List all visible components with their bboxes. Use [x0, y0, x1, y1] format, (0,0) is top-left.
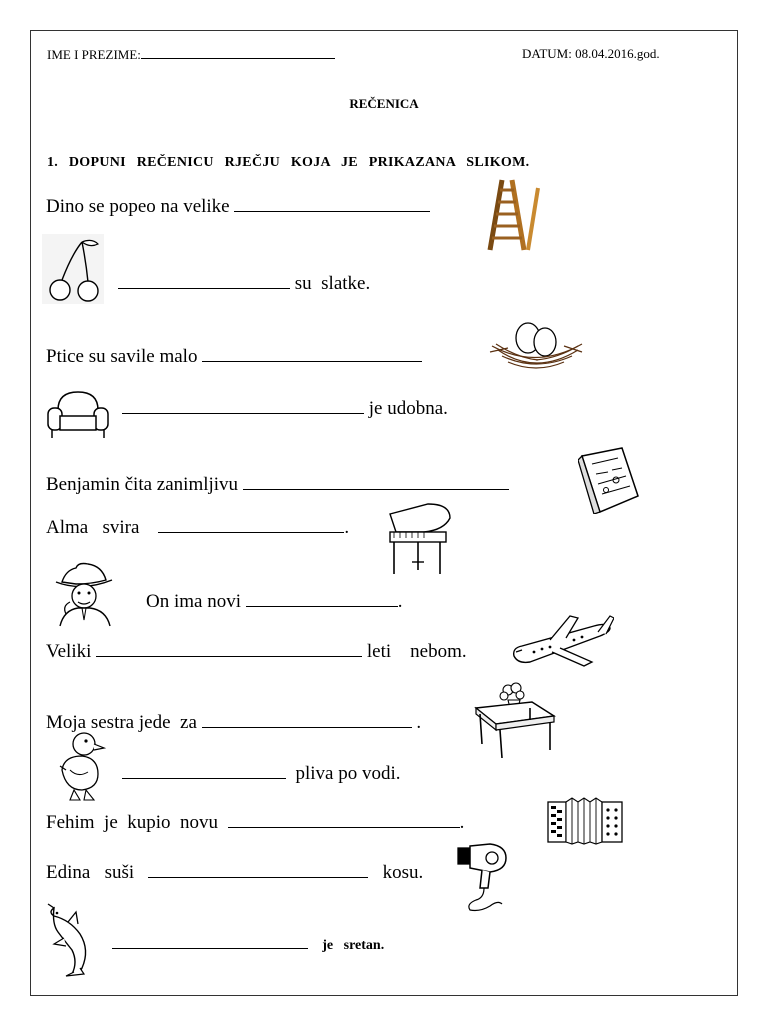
- book-icon: [578, 446, 642, 514]
- sentence-text-after: .: [397, 591, 403, 612]
- sentence-3: [46, 346, 422, 366]
- sentence-text-before: Fehim je kupio novu: [46, 812, 219, 833]
- sentence-1: [46, 196, 430, 216]
- nest-icon: [488, 316, 584, 374]
- name-blank[interactable]: [141, 46, 335, 59]
- answer-blank[interactable]: [112, 933, 308, 949]
- sentence-text-before: On ima novi: [146, 591, 241, 612]
- sentence-text-after: kosu.: [382, 862, 424, 883]
- answer-blank[interactable]: [228, 812, 460, 828]
- sentence-text-after: .: [344, 517, 350, 538]
- piano-icon: [384, 502, 456, 578]
- answer-blank[interactable]: [202, 346, 422, 362]
- dolphin-icon: [44, 902, 100, 978]
- sentence-7: [146, 591, 403, 611]
- sentence-9: [46, 712, 421, 732]
- sentence-text-before: Edina suši: [46, 862, 135, 883]
- answer-blank[interactable]: [122, 763, 286, 779]
- table-icon: [474, 680, 556, 760]
- sentence-text-after: je sretan.: [322, 938, 385, 953]
- duck-icon: [58, 730, 106, 802]
- date-label: DATUM: 08.04.2016.god.: [522, 46, 660, 61]
- sentence-12: [46, 862, 423, 882]
- sentence-text-after: pliva po vodi.: [295, 763, 401, 784]
- sentence-6: [46, 517, 349, 537]
- sentence-text-after: .: [459, 812, 465, 833]
- answer-blank[interactable]: [148, 862, 368, 878]
- answer-blank[interactable]: [96, 641, 362, 657]
- answer-blank[interactable]: [158, 517, 344, 533]
- sentence-text-after: je udobna.: [368, 398, 448, 419]
- name-field-row: [47, 46, 335, 63]
- sentence-text-before: Moja sestra jede za: [46, 712, 197, 733]
- answer-blank[interactable]: [202, 712, 412, 728]
- accordion-icon: [546, 796, 626, 846]
- hairdryer-icon: [456, 842, 512, 912]
- name-label: IME I PREZIME:: [47, 47, 141, 62]
- answer-blank[interactable]: [246, 591, 398, 607]
- sentence-text-after: leti nebom.: [366, 641, 467, 662]
- airplane-icon: [510, 612, 614, 670]
- worksheet-title: REČENICA: [349, 96, 419, 111]
- sentence-4: [122, 398, 448, 418]
- task-instruction: 1. DOPUNI REČENICU RJEČJU KOJA JE PRIKAZANA SLIKOM.: [47, 155, 530, 170]
- hat-man-icon: [52, 562, 118, 628]
- sentence-text-after: .: [416, 712, 422, 733]
- answer-blank[interactable]: [234, 196, 430, 212]
- sentence-text-before: Benjamin čita zanimljivu: [46, 474, 239, 495]
- sentence-13: [112, 933, 384, 953]
- answer-blank[interactable]: [118, 273, 290, 289]
- ladder-icon: [482, 178, 542, 252]
- sentence-text-before: Veliki: [46, 641, 92, 662]
- sentence-11: [46, 812, 464, 832]
- sentence-2: [118, 273, 370, 293]
- sentence-5: [46, 474, 509, 494]
- answer-blank[interactable]: [243, 474, 509, 490]
- sentence-text-before: Alma svira: [46, 517, 140, 538]
- sentence-text-before: Ptice su savile malo: [46, 346, 198, 367]
- armchair-icon: [44, 388, 112, 440]
- answer-blank[interactable]: [122, 398, 364, 414]
- sentence-10: [122, 763, 401, 783]
- sentence-text-after: su slatke.: [294, 273, 371, 294]
- cherries-icon: [42, 234, 104, 304]
- sentence-8: [46, 641, 467, 661]
- sentence-text-before: Dino se popeo na velike: [46, 196, 230, 217]
